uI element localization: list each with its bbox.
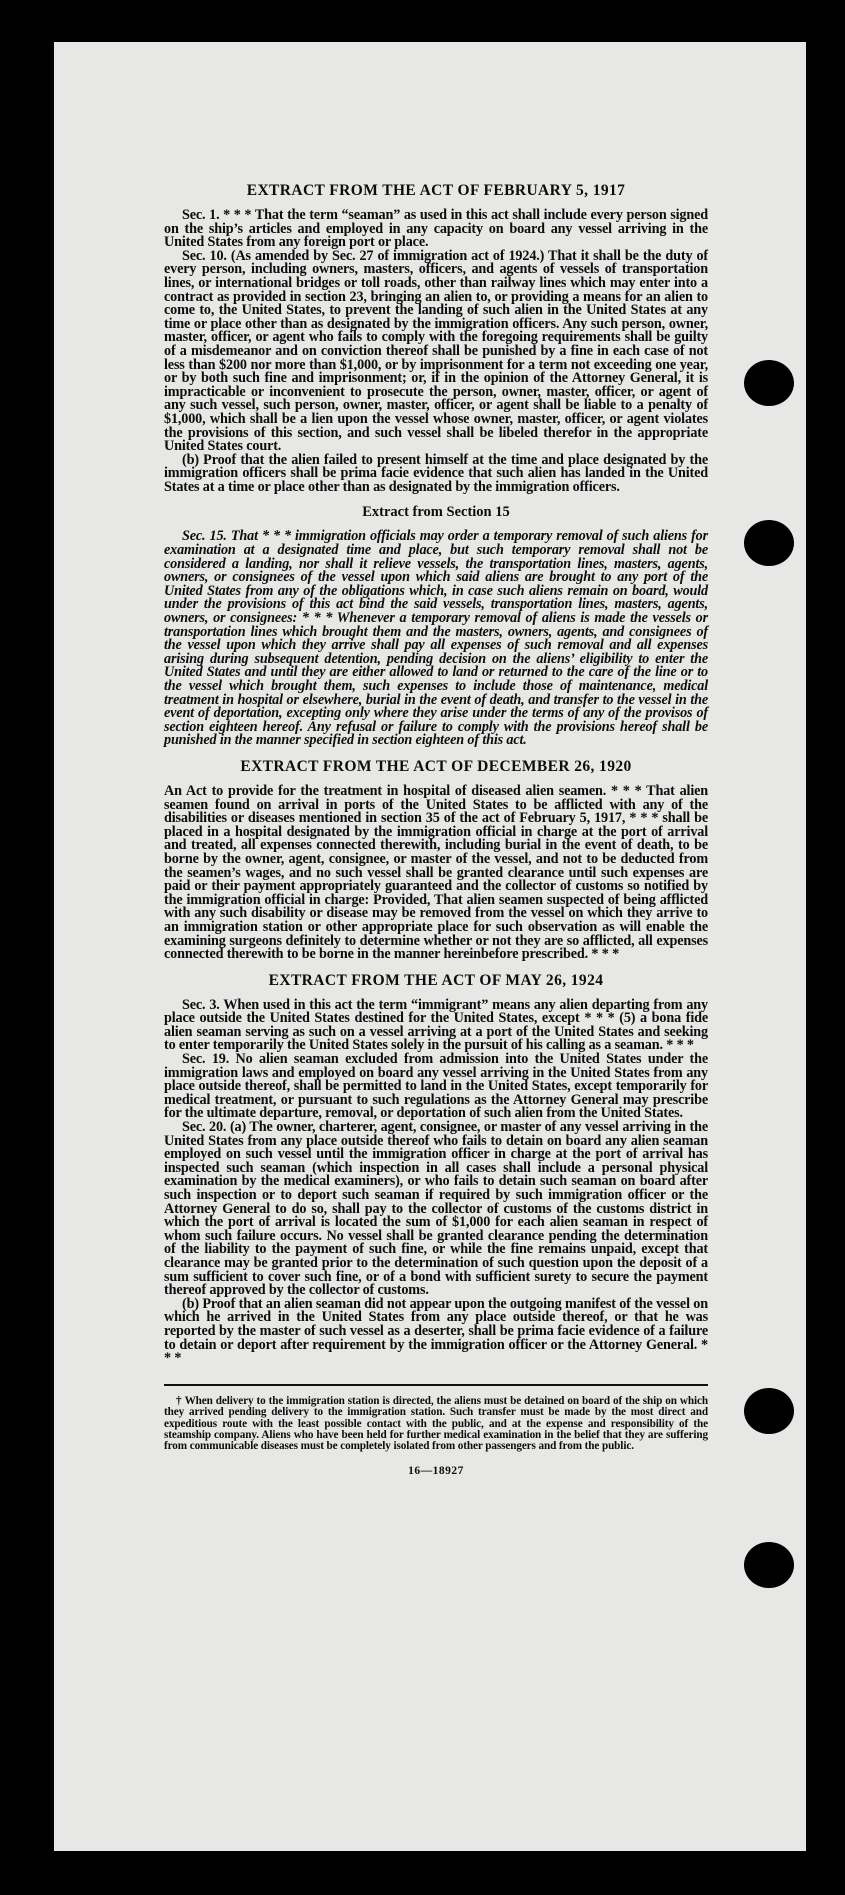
document-page (54, 42, 806, 1851)
footnote-divider (164, 1384, 708, 1386)
punch-hole (744, 1388, 794, 1434)
paragraph: (b) Proof that an alien seaman did not appear upon the outgoing manifest of the vessel on which he arrived in the United States from any place outside thereof, or that he was reported by the master of such vessel as a deserter, shall be prima facie evidence of a failure to detain or deport after requirement by the immigration officer or the Attorney General. * * * (164, 1295, 708, 1367)
footnote (164, 1396, 708, 1453)
paragraph: (b) Proof that the alien failed to present himself at the time and place designated by the immigration officers shall be prima facie evidence that such alien has landed in the United States at a time or place other than as designated by the immigration officers. (164, 451, 708, 495)
punch-hole (744, 360, 794, 406)
section-heading: EXTRACT FROM THE ACT OF FEBRUARY 5, 1917 (246, 182, 626, 199)
section-heading: EXTRACT FROM THE ACT OF MAY 26, 1924 (268, 971, 604, 989)
act-1924-section (164, 972, 708, 1366)
paragraph: Sec. 3. When used in this act the term “immigrant” means any alien departing from any place outside the United States destined for the United States, except * * * (5) a bona fide alien seaman serving as such on a vessel arriving at a port of the United States and seeking to enter temporarily the United States solely in the pursuit of his calling as a seaman. * * * (164, 996, 708, 1054)
section-heading: EXTRACT FROM THE ACT OF DECEMBER 26, 1920 (240, 757, 632, 775)
act-1917-section (164, 182, 708, 494)
paragraph: Sec. 1. * * * That the term “seaman” as used in this act shall include every person signed on the ship’s articles and employed in any capacity on board any vessel arriving in the United States from any foreign port or place. (164, 207, 708, 251)
paragraph: Sec. 10. (As amended by Sec. 27 of immigration act of 1924.) That it shall be the duty of every person, including owners, masters, officers, and agents of vessels of transportation lines, or international bridges or toll roads, other than railway lines which may enter into a contract as provided in section 23, bringing an alien to, or providing a means for an alien to come to, the United States, to prevent the landing of such alien in the United States at any time or place other than as designated by the immigration officers. Any such person, owner, master, officer, or agent who fails to comply with the foregoing requirements shall be guilty of a misdemeanor and on conviction thereof shall be punished by a fine in each case of not less than $200 nor more than $1,000, or by imprisonment for a term not exceeding one year, or by both such fine and imprisonment; or, if in the opinion of the Attorney General, it is impracticable or inconvenient to prosecute the person, owner, master, officer, or agent of any such vessel, such person, owner, master, officer, or agent shall be liable to a penalty of $1,000, which shall be a lien upon the vessel whose owner, master, officer, or agent violates the provisions of this section, and such vessel shall be libeled therefor in the appropriate United States court. (164, 247, 708, 455)
paragraph: Sec. 15. That * * * immigration officials may order a temporary removal of such aliens for examination at a designated time and place, but such temporary removal shall not be considered a landing, nor shall it relieve vessels, the transportation lines, masters, agents, owners, or consignees of the vessel upon which said aliens are brought to any port of the United States from any of the obligations which, in case such aliens remain on board, would under the provisions of this act bind the said vessels, transportation lines, masters, agents, owners, or consignees: * * * Whenever a temporary removal of aliens is made the vessels or transportation lines which brought them and the masters, owners, agents, and consignees of the vessel upon which they arrive shall pay all expenses of such removal and all expenses arising during subsequent detention, pending decision on the aliens’ eligibility to enter the United States and until they are either allowed to land or returned to the care of the line or to the vessel which brought them, such expenses to include those of maintenance, medical treatment in hospital or elsewhere, burial in the event of death, and transfer to the vessel in the event of deportation, excepting only where they arise under the terms of any of the provisos of section eighteen hereof. Any refusal or failure to comply with the provisions hereof shall be punished in the manner specified in section eighteen of this act. (164, 528, 708, 749)
document-number: 16—18927 (408, 1464, 464, 1477)
act-1920-section (164, 758, 708, 962)
section-heading: Extract from Section 15 (362, 504, 510, 521)
footnote-text: † When delivery to the immigration station is directed, the aliens must be detained on board of the ship on which they arrived pending delivery to the immigration station. Such transfer must be made by the most direct and expeditious route with the least possible contact with the public, and at the expense and responsibility of the steamship company. Aliens who have been held for further medical examination in the belief that they are suffering from communicable diseases must be completely isolated from other passengers and from the public. (164, 1394, 708, 1453)
punch-hole (744, 520, 794, 566)
paragraph: Sec. 19. No alien seaman excluded from admission into the United States under the immigration laws and employed on board any vessel arriving in the United States from any place outside thereof, shall be permitted to land in the United States, except temporarily for medical treatment, or pursuant to such regulations as the Attorney General may prescribe for the ultimate departure, removal, or deportation of such alien from the United States. (164, 1051, 708, 1122)
paragraph: Sec. 20. (a) The owner, charterer, agent, consignee, or master of any vessel arriving in the United States from any place outside thereof who fails to detain on board any alien seaman employed on such vessel until the immigration officer in charge at the port of arrival has inspected such seaman (which inspection in all cases shall include a personal physical examination by the medical examiners), or who fails to detain such seaman on board after such inspection or to deport such seaman if required by such immigration officer or the Attorney General to do so, shall pay to the collector of customs of the customs district in which the port of arrival is located the sum of $1,000 for each alien seaman in respect of whom such failure occurs. No vessel shall be granted clearance pending the determination of the liability to the payment of such fine, or while the fine remains unpaid, except that clearance may be granted prior to the determination of such question upon the deposit of a sum sufficient to cover such fine, or of a bond with sufficient surety to secure the payment thereof approved by the collector of customs. (164, 1119, 708, 1299)
punch-hole (744, 1542, 794, 1588)
section-15-extract (164, 504, 708, 748)
paragraph: An Act to provide for the treatment in hospital of diseased alien seamen. * * * That alien seamen found on arrival in ports of the United States to be afflicted with any of the disabilities or diseases mentioned in section 35 of the act of February 5, 1917, * * * shall be placed in a hospital designated by the immigration official in charge at the port of arrival and treated, all expenses connected therewith, including burial in the event of death, to be borne by the owner, agent, consignee, or master of the vessel, and not to be deducted from the seamen’s wages, and no such vessel shall be granted clearance until such expenses are paid or their payment appropriately guaranteed and the collector of customs so notified by the immigration official in charge: Provided, That alien seamen suspected of being afflicted with any such disability or disease may be removed from the vessel on which they arrive to an immigration station or other appropriate place for such observation as will enable the examining surgeons definitely to determine whether or not they are so afflicted, all expenses connected therewith to be borne in the manner hereinbefore prescribed. * * * (164, 782, 708, 963)
